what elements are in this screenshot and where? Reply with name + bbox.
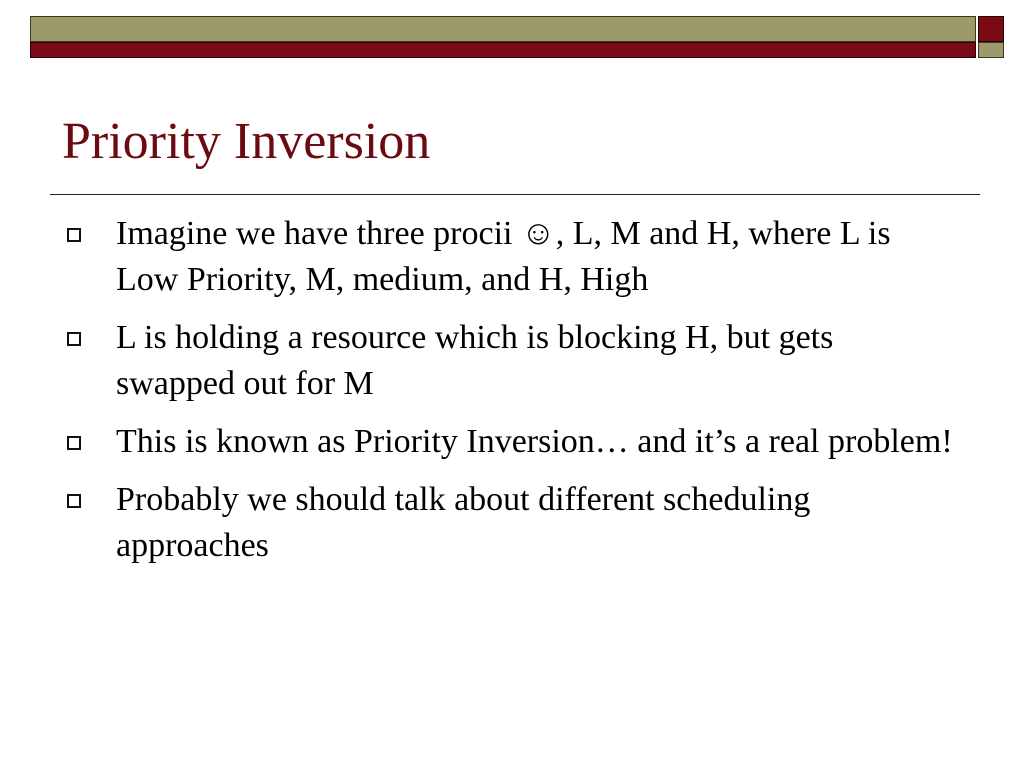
hollow-square-bullet-icon [67,332,81,346]
bullet-list [60,211,960,581]
header-bar-olive [30,16,976,42]
bullet-item [60,477,960,569]
bullet-text: Probably we should talk about different scheduling approaches [116,481,811,564]
bullet-text: Imagine we have three procii ☺, L, M and H, where L is Low Priority, M, medium, and H, High [116,215,891,298]
bullet-item [60,419,960,465]
bullet-item [60,211,960,303]
header-bar-maroon [30,42,976,58]
header-square-olive [978,42,1004,58]
hollow-square-bullet-icon [67,228,81,242]
title-divider [50,194,980,195]
bullet-item [60,315,960,407]
hollow-square-bullet-icon [67,436,81,450]
bullet-text: L is holding a resource which is blocking H, but gets swapped out for M [116,319,834,402]
hollow-square-bullet-icon [67,494,81,508]
header-square-maroon [978,16,1004,42]
slide-title: Priority Inversion [62,113,431,170]
bullet-text: This is known as Priority Inversion… and it’s a real problem! [116,423,953,460]
